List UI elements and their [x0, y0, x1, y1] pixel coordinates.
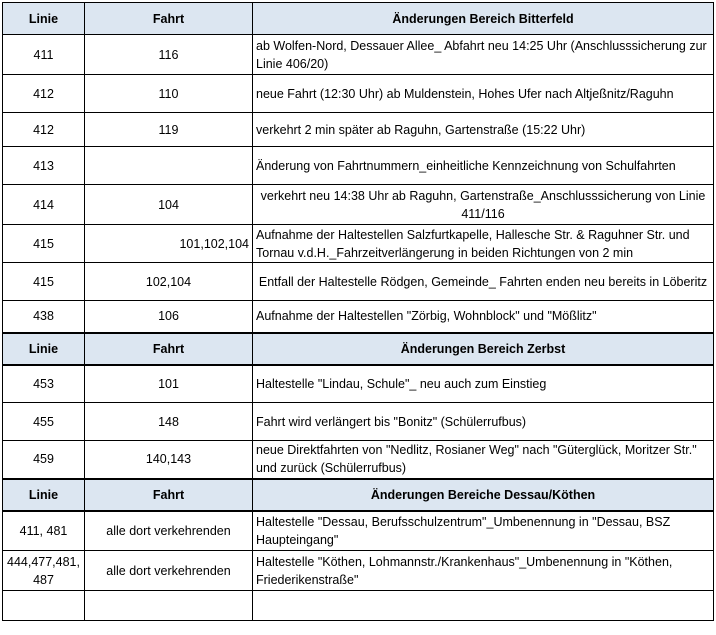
cell-fahrt: 140,143 [85, 441, 253, 479]
cell-fahrt: 102,104 [85, 263, 253, 301]
cell-text: neue Direktfahrten von "Nedlitz, Rosianer Weg" nach "Güterglück, Moritzer Str." und zurück (Schülerrufbus) [253, 441, 714, 479]
cell-linie: 412 [3, 75, 85, 113]
table-row [3, 113, 714, 147]
cell-linie: 411, 481 [3, 511, 85, 551]
table-row [3, 551, 714, 591]
cell-text: Haltestelle "Lindau, Schule"_ neu auch zum Einstieg [253, 365, 714, 403]
cell-fahrt: 116 [85, 35, 253, 75]
cell-linie: 414 [3, 185, 85, 225]
table-row [3, 441, 714, 479]
cell-linie: 459 [3, 441, 85, 479]
cell-fahrt: 101 [85, 365, 253, 403]
cell-linie: 413 [3, 147, 85, 185]
cell-fahrt: alle dort verkehrenden [85, 511, 253, 551]
cell-linie: 444,477,481, 487 [3, 551, 85, 591]
header-linie: Linie [3, 479, 85, 511]
table-row [3, 147, 714, 185]
cell-linie [3, 591, 85, 621]
cell-text: Haltestelle "Köthen, Lohmannstr./Krankenhaus"_Umbenennung in "Köthen, Friederikenstraße" [253, 551, 714, 591]
table-row [3, 75, 714, 113]
cell-fahrt: 101,102,104 [85, 225, 253, 263]
header-title: Änderungen Bereich Zerbst [253, 333, 714, 365]
cell-fahrt [85, 591, 253, 621]
cell-fahrt: 106 [85, 301, 253, 333]
cell-linie: 455 [3, 403, 85, 441]
cell-fahrt: 110 [85, 75, 253, 113]
table-row [3, 185, 714, 225]
cell-fahrt: 104 [85, 185, 253, 225]
cell-linie: 415 [3, 225, 85, 263]
section-header-zerbst [3, 333, 714, 365]
table-row [3, 35, 714, 75]
cell-text: Aufnahme der Haltestellen "Zörbig, Wohnblock" und "Mößlitz" [253, 301, 714, 333]
cell-fahrt: alle dort verkehrenden [85, 551, 253, 591]
cell-linie: 412 [3, 113, 85, 147]
table-row [3, 511, 714, 551]
changes-table [2, 2, 714, 621]
header-fahrt: Fahrt [85, 333, 253, 365]
table-row [3, 301, 714, 333]
cell-text [253, 591, 714, 621]
cell-linie: 411 [3, 35, 85, 75]
cell-text: verkehrt 2 min später ab Raguhn, Gartenstraße (15:22 Uhr) [253, 113, 714, 147]
cell-text: neue Fahrt (12:30 Uhr) ab Muldenstein, Hohes Ufer nach Altjeßnitz/Raguhn [253, 75, 714, 113]
cell-fahrt: 148 [85, 403, 253, 441]
header-title: Änderungen Bereiche Dessau/Köthen [253, 479, 714, 511]
cell-text: Entfall der Haltestelle Rödgen, Gemeinde_ Fahrten enden neu bereits in Löberitz [253, 263, 714, 301]
section-header-bitterfeld [3, 3, 714, 35]
table-row [3, 263, 714, 301]
cell-fahrt [85, 147, 253, 185]
cell-text: verkehrt neu 14:38 Uhr ab Raguhn, Gartenstraße_Anschlusssicherung von Linie 411/116 [253, 185, 714, 225]
cell-linie: 415 [3, 263, 85, 301]
cell-linie: 438 [3, 301, 85, 333]
table-row [3, 225, 714, 263]
header-fahrt: Fahrt [85, 479, 253, 511]
cell-text: Haltestelle "Dessau, Berufsschulzentrum"_Umbenennung in "Dessau, BSZ Haupteingang" [253, 511, 714, 551]
cell-fahrt: 119 [85, 113, 253, 147]
header-linie: Linie [3, 333, 85, 365]
header-linie: Linie [3, 3, 85, 35]
section-header-dessau-koethen [3, 479, 714, 511]
header-title: Änderungen Bereich Bitterfeld [253, 3, 714, 35]
cell-text: Aufnahme der Haltestellen Salzfurtkapelle, Hallesche Str. & Raguhner Str. und Tornau v.d.H._Fahrzeitverlängerung in beiden Richtungen von 2 min [253, 225, 714, 263]
table-row-empty [3, 591, 714, 621]
cell-text: ab Wolfen-Nord, Dessauer Allee_ Abfahrt neu 14:25 Uhr (Anschlusssicherung zur Linie 406/20) [253, 35, 714, 75]
cell-linie: 453 [3, 365, 85, 403]
cell-text: Änderung von Fahrtnummern_einheitliche Kennzeichnung von Schulfahrten [253, 147, 714, 185]
table-row [3, 365, 714, 403]
cell-text: Fahrt wird verlängert bis "Bonitz" (Schülerrufbus) [253, 403, 714, 441]
header-fahrt: Fahrt [85, 3, 253, 35]
table-row [3, 403, 714, 441]
